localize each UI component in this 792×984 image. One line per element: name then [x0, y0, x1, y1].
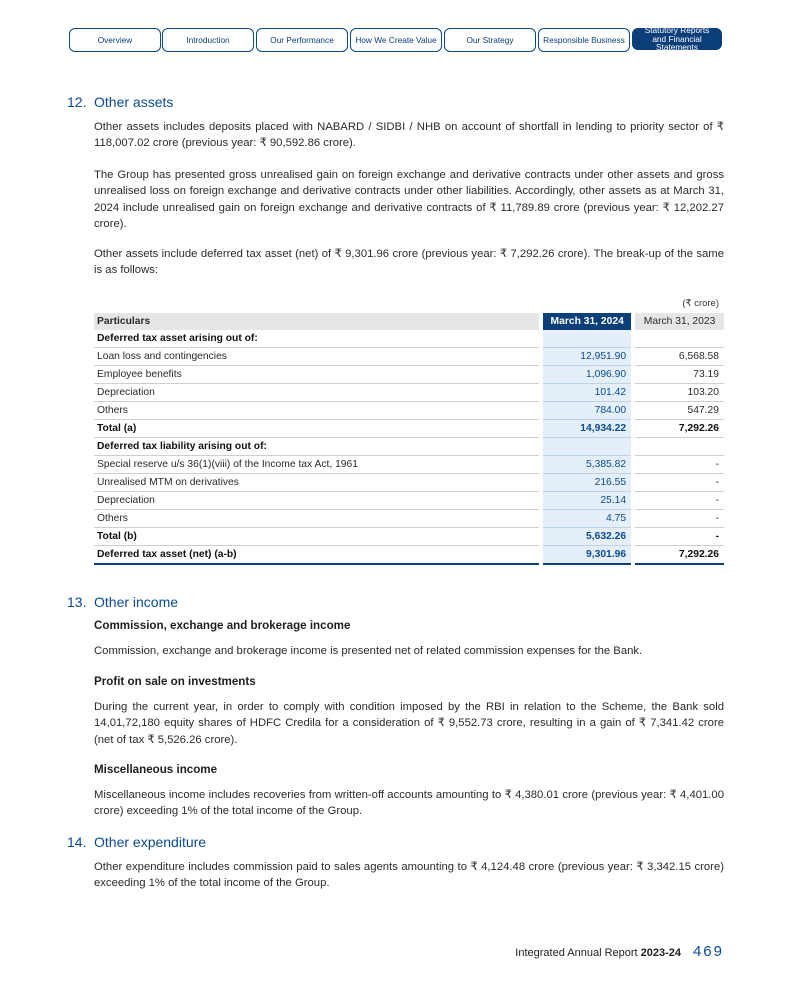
table-row	[94, 438, 724, 456]
header-particulars: Particulars	[94, 313, 539, 330]
header-previous-year: March 31, 2023	[635, 313, 724, 330]
s12-paragraph-3: Other assets include deferred tax asset (net) of ₹ 9,301.96 crore (previous year: ₹ 7,292.26 crore). The break-up of the same is as follows:	[94, 248, 724, 277]
row-label: Depreciation	[94, 492, 539, 510]
tab-overview[interactable]: Overview	[69, 28, 161, 52]
table-row	[94, 510, 724, 528]
row-current: 9,301.96	[543, 546, 631, 565]
section-title: Other assets	[94, 94, 174, 110]
table-row	[94, 330, 724, 348]
tab-responsible-business[interactable]: Responsible Business	[538, 28, 630, 52]
s13-subheading-commission: Commission, exchange and brokerage income	[94, 619, 351, 632]
page-number: 469	[692, 943, 724, 960]
section-14-heading	[67, 834, 206, 850]
row-current: 5,385.82	[543, 456, 631, 474]
row-previous: 103.20	[635, 384, 724, 402]
row-label: Deferred tax liability arising out of:	[94, 438, 539, 456]
row-label: Depreciation	[94, 384, 539, 402]
deferred-tax-table	[94, 313, 724, 565]
row-previous: -	[635, 510, 724, 528]
row-previous: -	[635, 456, 724, 474]
row-current	[543, 330, 631, 348]
row-current: 784.00	[543, 402, 631, 420]
table-unit: (₹ crore)	[682, 298, 719, 309]
row-label: Others	[94, 510, 539, 528]
s13-subheading-profit: Profit on sale on investments	[94, 675, 256, 688]
row-previous: 6,568.58	[635, 348, 724, 366]
table-row	[94, 384, 724, 402]
row-previous: -	[635, 492, 724, 510]
row-label: Loan loss and contingencies	[94, 348, 539, 366]
table-row	[94, 456, 724, 474]
row-current: 1,096.90	[543, 366, 631, 384]
row-current: 25.14	[543, 492, 631, 510]
tab-how-we-create-value[interactable]: How We Create Value	[350, 28, 442, 52]
row-previous	[635, 330, 724, 348]
table-row	[94, 402, 724, 420]
row-label: Employee benefits	[94, 366, 539, 384]
row-label: Special reserve u/s 36(1)(viii) of the Income tax Act, 1961	[94, 456, 539, 474]
row-previous: -	[635, 474, 724, 492]
row-previous: 547.29	[635, 402, 724, 420]
section-number: 13.	[67, 594, 87, 610]
section-title: Other expenditure	[94, 834, 207, 850]
s13-subheading-misc: Miscellaneous income	[94, 763, 218, 776]
row-current: 14,934.22	[543, 420, 631, 438]
table-row	[94, 492, 724, 510]
row-label: Deferred tax asset (net) (a-b)	[94, 546, 539, 565]
page-footer	[515, 943, 724, 960]
row-previous	[635, 438, 724, 456]
tab-our-strategy[interactable]: Our Strategy	[444, 28, 536, 52]
row-label: Others	[94, 402, 539, 420]
row-current	[543, 438, 631, 456]
table-row	[94, 474, 724, 492]
row-previous: 73.19	[635, 366, 724, 384]
section-number: 12.	[67, 94, 87, 110]
tab-statutory-reports[interactable]: Statutory Reports and Financial Statements	[632, 28, 722, 50]
row-previous: -	[635, 528, 724, 546]
table-row	[94, 546, 724, 565]
s14-paragraph: Other expenditure includes commission paid to sales agents amounting to ₹ 4,124.48 crore (previous year: ₹ 3,342.15 crore) exceeding 1% of the total income of the Group.	[94, 861, 724, 890]
tab-introduction[interactable]: Introduction	[162, 28, 254, 52]
footer-year: 2023-24	[640, 947, 681, 959]
s12-paragraph-1: Other assets includes deposits placed with NABARD / SIDBI / NHB on account of shortfall in lending to priority sector of ₹ 118,007.02 crore (previous year: ₹ 90,592.86 crore).	[94, 121, 724, 150]
row-current: 4.75	[543, 510, 631, 528]
s13-paragraph-profit: During the current year, in order to comply with condition imposed by the RBI in relation to the Scheme, the Bank sold 14,01,72,180 equity shares of HDFC Credila for a consideration of ₹ 9,552.73 crore, resulting in a gain of ₹ 7,341.42 crore (net of tax ₹ 5,526.26 crore).	[94, 701, 724, 746]
table-row	[94, 528, 724, 546]
table-row	[94, 348, 724, 366]
row-previous: 7,292.26	[635, 420, 724, 438]
row-label: Unrealised MTM on derivatives	[94, 474, 539, 492]
row-previous: 7,292.26	[635, 546, 724, 565]
s13-paragraph-misc: Miscellaneous income includes recoveries from written-off accounts amounting to ₹ 4,380.01 crore (previous year: ₹ 4,401.00 crore) exceeding 1% of the total income of the Group.	[94, 789, 724, 818]
row-current: 12,951.90	[543, 348, 631, 366]
table-row	[94, 366, 724, 384]
row-current: 101.42	[543, 384, 631, 402]
row-label: Total (b)	[94, 528, 539, 546]
s12-paragraph-2: The Group has presented gross unrealised gain on foreign exchange and derivative contracts under other assets and gross unrealised loss on foreign exchange and derivative contracts under other liabilities. Accordingly, other assets as at March 31, 2024 include unrealised gain on foreign exchange and derivative contracts of ₹ 11,789.89 crore (previous year: ₹ 12,202.27 crore).	[94, 169, 724, 230]
row-current: 216.55	[543, 474, 631, 492]
section-13-heading	[67, 594, 178, 610]
section-number: 14.	[67, 834, 87, 850]
row-label: Deferred tax asset arising out of:	[94, 330, 539, 348]
section-12-heading	[67, 94, 173, 110]
section-title: Other income	[94, 594, 179, 610]
table-row	[94, 420, 724, 438]
row-label: Total (a)	[94, 420, 539, 438]
s13-paragraph-commission: Commission, exchange and brokerage income is presented net of related commission expenses for the Bank.	[94, 645, 643, 657]
row-current: 5,632.26	[543, 528, 631, 546]
tab-our-performance[interactable]: Our Performance	[256, 28, 348, 52]
table-header-row	[94, 313, 724, 330]
footer-report-title: Integrated Annual Report	[515, 947, 638, 959]
header-current-year: March 31, 2024	[543, 313, 631, 330]
